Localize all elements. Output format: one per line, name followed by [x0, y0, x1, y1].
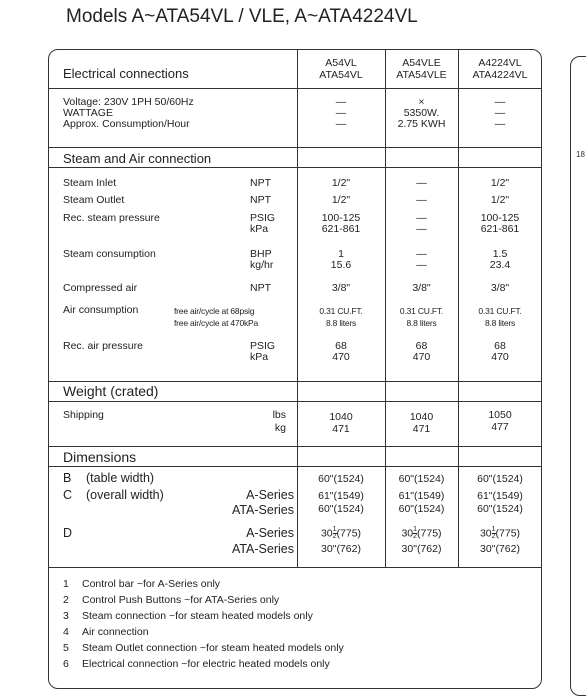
table-cell: 60"(1524)	[398, 503, 445, 515]
row-divider	[48, 88, 542, 89]
fraction-cell	[297, 527, 385, 540]
table-cell: 471	[332, 423, 350, 435]
rec-steam-pressure-label: Rec. steam pressure	[63, 212, 160, 224]
unit-label: lbs	[272, 409, 286, 421]
row-divider	[48, 381, 542, 382]
row-divider	[48, 446, 542, 447]
table-cell: 61"(1549)	[318, 490, 364, 502]
row-divider	[48, 401, 542, 402]
table-cell: 8.8 liters	[484, 318, 516, 328]
row-divider	[48, 167, 542, 168]
fraction-metric: (775)	[336, 527, 362, 540]
table-cell: 100-125	[321, 212, 361, 224]
table-cell: 30"(762)	[401, 543, 442, 555]
row-divider	[48, 147, 542, 148]
table-cell: 30"(762)	[321, 543, 361, 555]
model-header: A4224VL	[478, 57, 522, 69]
note-number: 2	[63, 594, 69, 606]
note-text: Steam Outlet connection ~for steam heated models only	[82, 642, 344, 654]
table-cell: 60"(1524)	[318, 473, 364, 485]
fraction-metric: (775)	[495, 527, 521, 540]
model-header: A54VL	[325, 57, 357, 69]
table-cell: 100-125	[480, 212, 520, 224]
note-text: Steam connection ~for steam heated models only	[82, 610, 313, 622]
fraction-denominator: 2	[491, 533, 496, 540]
table-cell: 1/2"	[490, 177, 510, 189]
table-cell: 0.31 CU.FT.	[319, 306, 363, 316]
air-consumption-note: free air/cycle at 470kPa	[174, 318, 259, 328]
table-cell: 15.6	[330, 259, 352, 271]
unit-label: PSIG	[250, 340, 276, 352]
note-number: 5	[63, 642, 69, 654]
fraction-numerator: 1	[413, 526, 418, 533]
table-cell: 68	[494, 340, 506, 352]
overall-width-label: (overall width)	[86, 488, 164, 502]
table-cell: —	[494, 118, 506, 130]
table-cell: 61"(1549)	[477, 490, 523, 502]
table-width-label: (table width)	[86, 471, 155, 485]
table-cell: 470	[332, 351, 350, 363]
note-text: Electrical connection ~for electric heated models only	[82, 658, 330, 670]
dimension-letter: B	[63, 471, 72, 485]
note-text: Control Push Buttons ~for ATA-Series only	[82, 594, 280, 606]
table-cell: 1/2"	[490, 194, 510, 206]
shipping-label: Shipping	[63, 409, 104, 421]
wattage-label: WATTAGE	[63, 107, 113, 119]
fraction-cell	[458, 527, 542, 540]
unit-label: BHP	[250, 248, 272, 260]
side-label: 18	[576, 150, 585, 159]
table-cell: —	[335, 107, 347, 119]
series-label: A-Series	[246, 488, 294, 502]
table-cell: —	[494, 107, 506, 119]
table-cell: 60"(1524)	[477, 473, 523, 485]
unit-label: NPT	[250, 282, 271, 294]
table-cell: 1	[338, 248, 344, 260]
table-cell: —	[335, 96, 347, 108]
fraction-cell	[385, 527, 458, 540]
table-cell: 3/8"	[331, 282, 351, 294]
air-consumption-label: Air consumption	[63, 304, 139, 316]
table-cell: —	[416, 212, 427, 224]
table-cell: 1/2"	[331, 177, 351, 189]
model-header: A54VLE	[402, 57, 441, 69]
row-divider	[48, 466, 542, 467]
table-cell: 3/8"	[490, 282, 510, 294]
air-consumption-note: free air/cycle at 68psig	[174, 306, 255, 316]
note-number: 3	[63, 610, 69, 622]
note-text: Control bar ~for A-Series only	[82, 578, 221, 590]
table-cell: 0.31 CU.FT.	[478, 306, 522, 316]
fraction-numerator: 1	[332, 526, 337, 533]
table-cell: 1050	[488, 409, 512, 421]
weight-heading: Weight (crated)	[63, 383, 159, 399]
model-header: ATA4224VL	[472, 69, 528, 81]
steam-consumption-label: Steam consumption	[63, 248, 156, 260]
rec-air-pressure-label: Rec. air pressure	[63, 340, 143, 352]
table-cell: 23.4	[489, 259, 511, 271]
table-cell: ×	[418, 96, 425, 108]
table-cell: 30"(762)	[480, 543, 520, 555]
fraction-numerator: 1	[491, 526, 496, 533]
unit-label: kPa	[250, 223, 269, 235]
table-cell: —	[416, 194, 427, 206]
table-cell: 68	[335, 340, 347, 352]
table-cell: 621-861	[480, 223, 520, 235]
note-number: 4	[63, 626, 69, 638]
unit-label: NPT	[250, 194, 271, 206]
table-cell: —	[416, 177, 427, 189]
page-title: Models A~ATA54VL / VLE, A~ATA4224VL	[66, 6, 418, 27]
fraction-denominator: 2	[332, 533, 337, 540]
model-header: ATA54VL	[319, 69, 363, 81]
unit-label: NPT	[250, 177, 271, 189]
fraction-whole: 30	[401, 527, 414, 540]
table-cell: 60"(1524)	[398, 473, 445, 485]
row-divider	[48, 567, 542, 568]
electrical-connections-heading: Electrical connections	[63, 66, 189, 81]
table-cell: 3/8"	[412, 282, 431, 294]
table-cell: 471	[412, 423, 431, 435]
table-cell: 477	[491, 421, 509, 433]
series-label: A-Series	[246, 526, 294, 540]
steam-inlet-label: Steam Inlet	[63, 177, 117, 189]
unit-label: PSIG	[250, 212, 276, 224]
table-cell: 61"(1549)	[398, 490, 445, 502]
voltage-label: Voltage: 230V 1PH 50/60Hz	[63, 96, 194, 108]
table-cell: —	[416, 223, 427, 235]
dimensions-heading: Dimensions	[63, 449, 137, 465]
fraction-whole: 30	[479, 527, 492, 540]
table-cell: 621-861	[321, 223, 361, 235]
note-number: 6	[63, 658, 69, 670]
series-label: ATA-Series	[231, 542, 294, 556]
dimension-letter: C	[63, 488, 73, 502]
table-cell: —	[416, 259, 427, 271]
table-cell: 1040	[409, 411, 434, 423]
table-cell: 0.31 CU.FT.	[399, 306, 444, 316]
table-cell: 1/2"	[331, 194, 351, 206]
table-cell: 8.8 liters	[406, 318, 437, 328]
compressed-air-label: Compressed air	[63, 282, 138, 294]
table-cell: 5350W.	[403, 107, 440, 119]
table-cell: —	[335, 118, 347, 130]
table-cell: —	[494, 96, 506, 108]
fraction-denominator: 2	[413, 533, 418, 540]
note-number: 1	[63, 578, 69, 590]
series-label: ATA-Series	[231, 503, 294, 517]
table-cell: 60"(1524)	[477, 503, 523, 515]
table-cell: 60"(1524)	[318, 503, 364, 515]
table-cell: 8.8 liters	[325, 318, 357, 328]
table-cell: 1040	[329, 411, 353, 423]
spec-table-frame	[48, 49, 542, 689]
consumption-label: Approx. Consumption/Hour	[63, 118, 190, 130]
table-cell: 470	[491, 351, 509, 363]
steam-outlet-label: Steam Outlet	[63, 194, 125, 206]
model-header: ATA54VLE	[396, 69, 447, 81]
unit-label: kPa	[250, 351, 269, 363]
table-cell: 2.75 KWH	[397, 118, 446, 130]
steam-air-heading: Steam and Air connection	[63, 151, 212, 166]
unit-label: kg	[274, 422, 286, 434]
dimension-letter: D	[63, 526, 73, 540]
table-cell: —	[416, 248, 427, 260]
fraction-metric: (775)	[417, 527, 442, 540]
table-cell: 1.5	[492, 248, 508, 260]
table-cell: 470	[412, 351, 431, 363]
fraction-whole: 30	[320, 527, 333, 540]
note-text: Air connection	[82, 626, 149, 638]
table-cell: 68	[415, 340, 428, 352]
unit-label: kg/hr	[250, 259, 274, 271]
